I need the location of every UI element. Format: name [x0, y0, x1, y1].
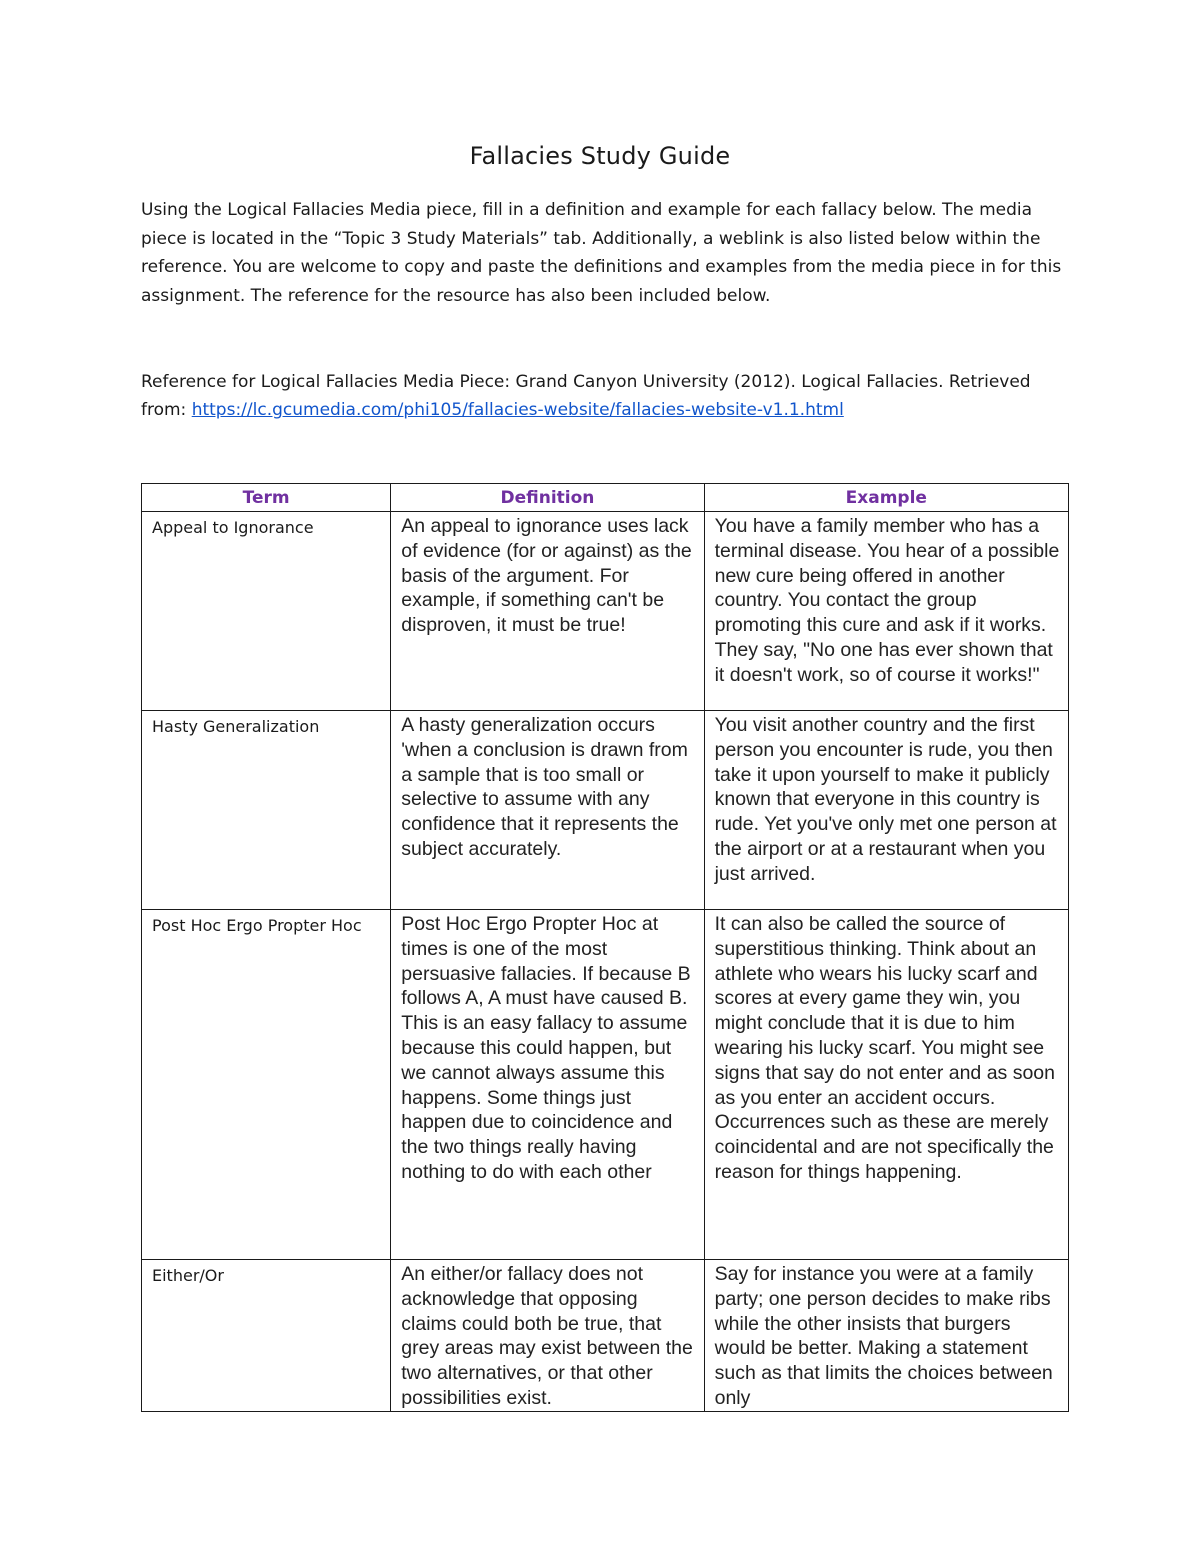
term-cell: Appeal to Ignorance: [142, 512, 391, 711]
example-cell: You have a family member who has a terminal disease. You hear of a possible new cure being offered in another country. You contact the group promoting this cure and ask if it works. They say, "No one has ever shown that it doesn't work, so of course it works!": [704, 512, 1068, 711]
table-row: [142, 910, 1069, 1260]
definition-cell: An appeal to ignorance uses lack of evidence (for or against) as the basis of the argument. For example, if something can't be disproven, it must be true!: [391, 512, 704, 711]
reference-link[interactable]: https://lc.gcumedia.com/phi105/fallacies-website/fallacies-website-v1.1.html: [191, 400, 844, 420]
example-cell: You visit another country and the first person you encounter is rude, you then take it upon yourself to make it publicly known that everyone in this country is rude. Yet you've only met one person at the airport or at a restaurant when you just arrived.: [704, 711, 1068, 910]
example-cell: Say for instance you were at a family party; one person decides to make ribs while the other insists that burgers would be better. Making a statement such as that limits the choices between only: [704, 1260, 1068, 1412]
term-cell: Post Hoc Ergo Propter Hoc: [142, 910, 391, 1260]
instructions-paragraph: Using the Logical Fallacies Media piece, fill in a definition and example for each fallacy below. The media piece is located in the “Topic 3 Study Materials” tab. Additionally, a weblink is also listed below within the reference. You are welcome to copy and paste the definitions and examples from the media piece in for this assignment. The reference for the resource has also been included below.: [141, 200, 1062, 306]
table-header-row: [142, 484, 1069, 512]
header-term: Term: [142, 484, 391, 512]
table-row: [142, 512, 1069, 711]
header-example: Example: [704, 484, 1068, 512]
example-cell: It can also be called the source of superstitious thinking. Think about an athlete who wears his lucky scarf and scores at every game they win, you might conclude that it is due to him wearing his lucky scarf. You might see signs that say do not enter and as soon as you enter an accident occurs. Occurrences such as these are merely coincidental and are not specifically the reason for things happening.: [704, 910, 1068, 1260]
reference-text: Reference for Logical Fallacies Media Piece: Grand Canyon University (2012). Logical Fallacies. Retrieved from:: [141, 372, 1031, 420]
definition-cell: A hasty generalization occurs 'when a conclusion is drawn from a sample that is too small or selective to assume with any confidence that it represents the subject accurately.: [391, 711, 704, 910]
reference-paragraph: [141, 368, 1066, 424]
table-row: [142, 1260, 1069, 1412]
term-cell: Either/Or: [142, 1260, 391, 1412]
header-definition: Definition: [391, 484, 704, 512]
definition-cell: An either/or fallacy does not acknowledge that opposing claims could both be true, that grey areas may exist between the two alternatives, or that other possibilities exist.: [391, 1260, 704, 1412]
definition-cell: Post Hoc Ergo Propter Hoc at times is one of the most persuasive fallacies. If because B follows A, A must have caused B. This is an easy fallacy to assume because this could happen, but we cannot always assume this happens. Some things just happen due to coincidence and the two things really having nothing to do with each other: [391, 910, 704, 1260]
fallacies-table: [141, 483, 1069, 1412]
table-row: [142, 711, 1069, 910]
term-cell: Hasty Generalization: [142, 711, 391, 910]
page-title: Fallacies Study Guide: [469, 142, 731, 170]
